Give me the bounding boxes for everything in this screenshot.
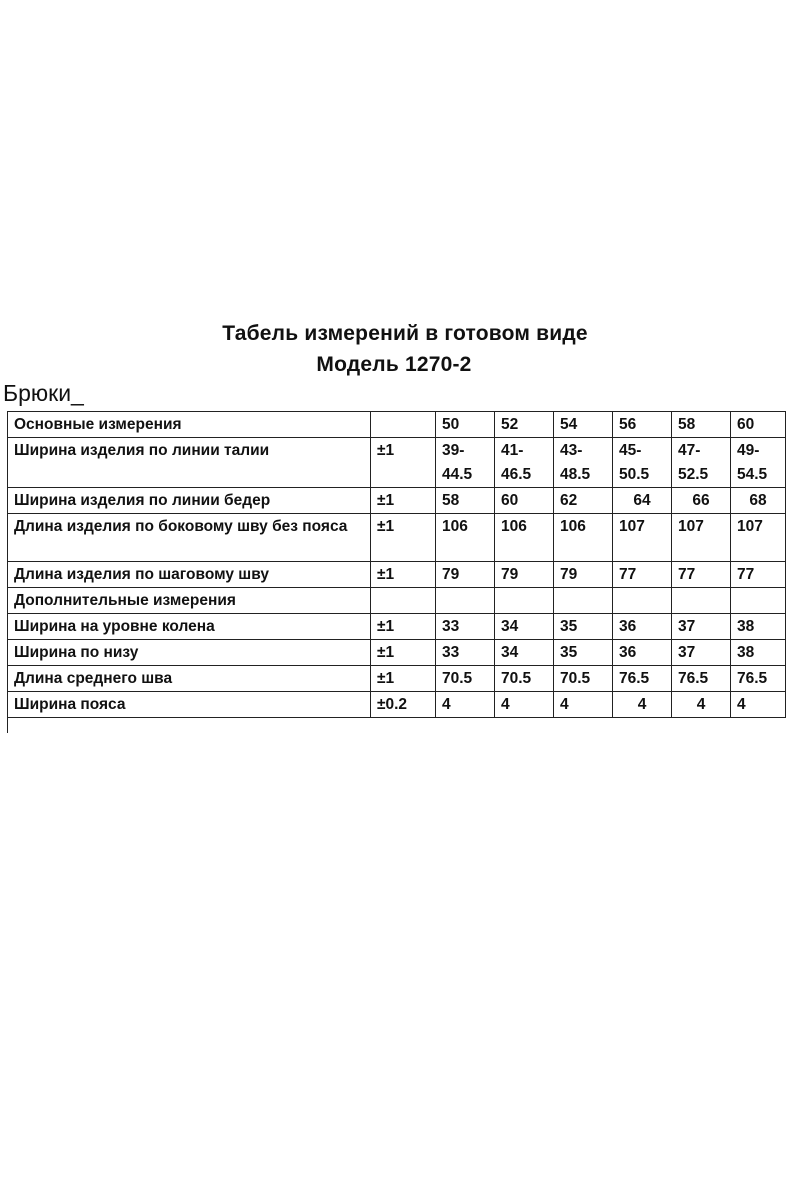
row-value bbox=[436, 588, 495, 614]
row-tolerance: ±1 bbox=[371, 438, 436, 488]
row-value: 34 bbox=[495, 614, 554, 640]
table-edge-line bbox=[7, 711, 8, 733]
header-tolerance bbox=[371, 412, 436, 438]
row-value: 34 bbox=[495, 640, 554, 666]
row-value: 62 bbox=[554, 488, 613, 514]
row-label: Ширина по низу bbox=[8, 640, 371, 666]
row-value: 37 bbox=[672, 614, 731, 640]
row-value: 43- 48.5 bbox=[554, 438, 613, 488]
row-value: 4 bbox=[613, 692, 672, 718]
row-value: 79 bbox=[436, 562, 495, 588]
row-value: 36 bbox=[613, 640, 672, 666]
row-value bbox=[613, 588, 672, 614]
size-56: 56 bbox=[613, 412, 672, 438]
row-value: 70.5 bbox=[554, 666, 613, 692]
row-value: 106 bbox=[436, 514, 495, 562]
row-tolerance: ±0.2 bbox=[371, 692, 436, 718]
row-tolerance: ±1 bbox=[371, 614, 436, 640]
size-50: 50 bbox=[436, 412, 495, 438]
row-value: 70.5 bbox=[495, 666, 554, 692]
row-value: 38 bbox=[731, 614, 786, 640]
row-value: 66 bbox=[672, 488, 731, 514]
row-value bbox=[495, 588, 554, 614]
row-label: Ширина пояса bbox=[8, 692, 371, 718]
table-row bbox=[8, 666, 786, 692]
row-label: Длина среднего шва bbox=[8, 666, 371, 692]
row-label: Длина изделия по боковому шву без пояса bbox=[8, 514, 371, 562]
row-tolerance: ±1 bbox=[371, 562, 436, 588]
row-value: 79 bbox=[495, 562, 554, 588]
table-row bbox=[8, 640, 786, 666]
table-title: Табель измерений в готовом виде bbox=[222, 322, 588, 345]
table-row bbox=[8, 588, 786, 614]
row-tolerance: ±1 bbox=[371, 666, 436, 692]
row-value: 64 bbox=[613, 488, 672, 514]
row-label: Длина изделия по шаговому шву bbox=[8, 562, 371, 588]
row-value: 4 bbox=[495, 692, 554, 718]
row-value: 106 bbox=[495, 514, 554, 562]
size-52: 52 bbox=[495, 412, 554, 438]
row-label: Ширина на уровне колена bbox=[8, 614, 371, 640]
table-row bbox=[8, 488, 786, 514]
row-value bbox=[672, 588, 731, 614]
row-value: 76.5 bbox=[672, 666, 731, 692]
row-value: 4 bbox=[672, 692, 731, 718]
row-value: 58 bbox=[436, 488, 495, 514]
row-value: 4 bbox=[436, 692, 495, 718]
row-value: 38 bbox=[731, 640, 786, 666]
row-value bbox=[554, 588, 613, 614]
header-label: Основные измерения bbox=[8, 412, 371, 438]
row-value: 41- 46.5 bbox=[495, 438, 554, 488]
row-value: 70.5 bbox=[436, 666, 495, 692]
row-tolerance: ±1 bbox=[371, 514, 436, 562]
row-value: 49- 54.5 bbox=[731, 438, 786, 488]
size-58: 58 bbox=[672, 412, 731, 438]
table-row bbox=[8, 438, 786, 488]
table-row bbox=[8, 562, 786, 588]
row-value: 39- 44.5 bbox=[436, 438, 495, 488]
row-value: 77 bbox=[731, 562, 786, 588]
row-value: 33 bbox=[436, 614, 495, 640]
table-header-row bbox=[8, 412, 786, 438]
measurement-table bbox=[7, 411, 786, 718]
row-tolerance: ±1 bbox=[371, 488, 436, 514]
row-label: Ширина изделия по линии бедер bbox=[8, 488, 371, 514]
row-value: 36 bbox=[613, 614, 672, 640]
row-value: 35 bbox=[554, 614, 613, 640]
size-54: 54 bbox=[554, 412, 613, 438]
row-value: 107 bbox=[672, 514, 731, 562]
row-value: 76.5 bbox=[613, 666, 672, 692]
row-label: Дополнительные измерения bbox=[8, 588, 371, 614]
row-tolerance: ±1 bbox=[371, 640, 436, 666]
garment-subtitle: Брюки_ bbox=[3, 380, 84, 406]
row-value: 45- 50.5 bbox=[613, 438, 672, 488]
row-value: 107 bbox=[731, 514, 786, 562]
table-row bbox=[8, 514, 786, 562]
size-60: 60 bbox=[731, 412, 786, 438]
table-row bbox=[8, 614, 786, 640]
row-value: 107 bbox=[613, 514, 672, 562]
row-value: 77 bbox=[672, 562, 731, 588]
row-value: 77 bbox=[613, 562, 672, 588]
row-value: 47- 52.5 bbox=[672, 438, 731, 488]
row-value: 76.5 bbox=[731, 666, 786, 692]
row-value: 60 bbox=[495, 488, 554, 514]
row-value: 33 bbox=[436, 640, 495, 666]
row-value: 68 bbox=[731, 488, 786, 514]
row-value: 4 bbox=[731, 692, 786, 718]
table-row bbox=[8, 692, 786, 718]
row-value: 37 bbox=[672, 640, 731, 666]
row-tolerance bbox=[371, 588, 436, 614]
model-title: Модель 1270-2 bbox=[316, 353, 472, 376]
row-label: Ширина изделия по линии талии bbox=[8, 438, 371, 488]
row-value: 106 bbox=[554, 514, 613, 562]
row-value: 4 bbox=[554, 692, 613, 718]
row-value: 79 bbox=[554, 562, 613, 588]
row-value bbox=[731, 588, 786, 614]
row-value: 35 bbox=[554, 640, 613, 666]
